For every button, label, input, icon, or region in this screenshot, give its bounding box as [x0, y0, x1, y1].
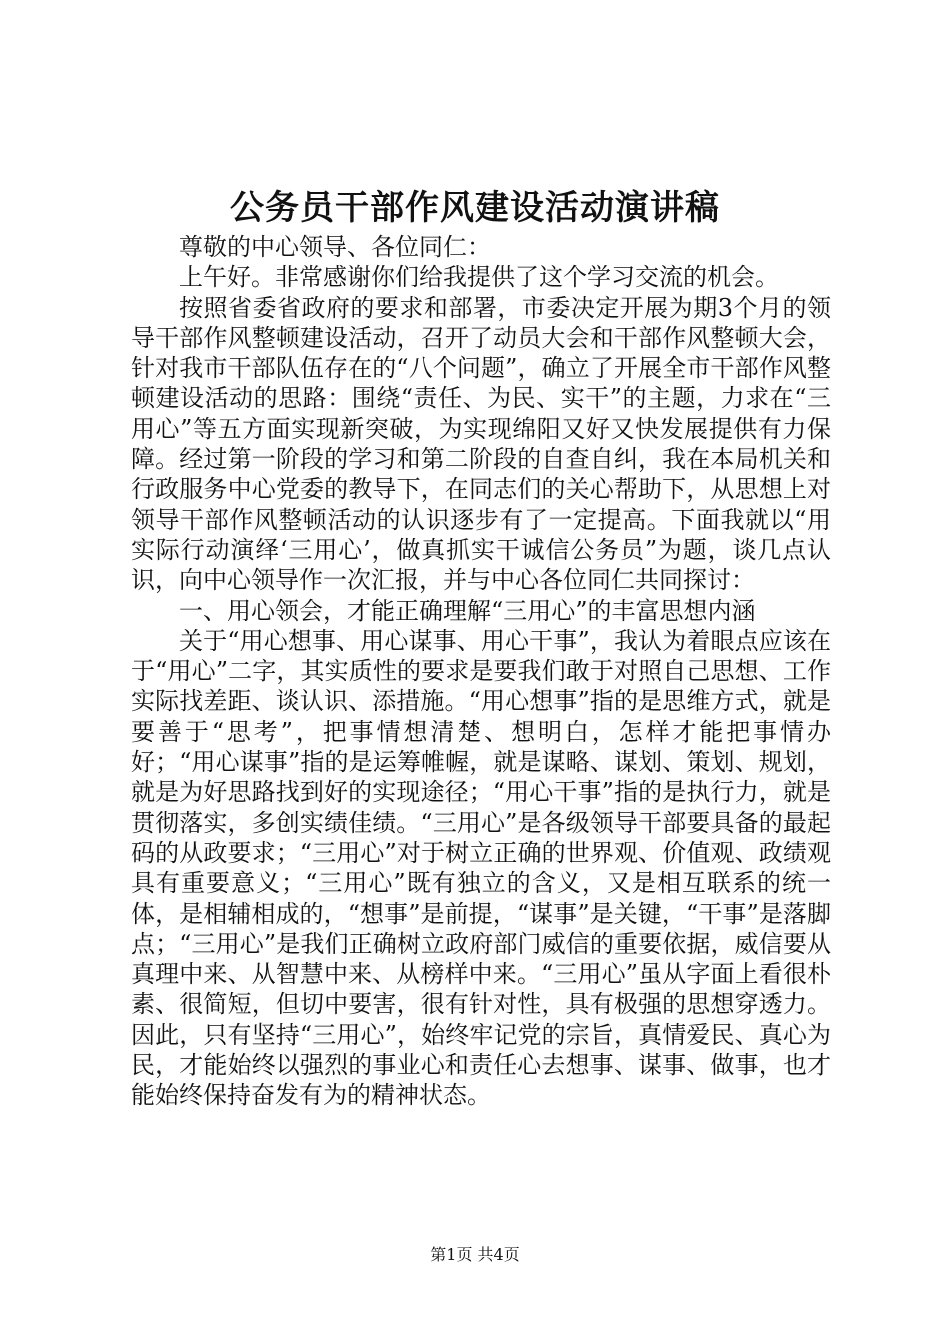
- greeting-paragraph: 上午好。非常感谢你们给我提供了这个学习交流的机会。: [179, 263, 779, 292]
- section-heading: 一、用心领会，才能正确理解“三用心”的丰富思想内涵: [179, 596, 756, 625]
- section-paragraph: 关于“用心想事、用心谋事、用心干事”，我认为着眼点应该在于“用心”二字，其实质性的要求是要我们敢于对照自己思想、工作实际找差距、谈认识、添措施。“用心想事”指的是思维方式，就是要善于“思考”，把事情想清楚、想明白，怎样才能把事情办好；“用心谋事”指的是运筹帷幄，就是谋略、谋划、策划、规划，就是为好思路找到好的实现途径；“用心干事”指的是执行力，就是贯彻落实，多创实绩佳绩。“三用心”是各级领导干部要具备的最起码的从政要求；“三用心”对于树立正确的世界观、价值观、政绩观具有重要意义；“三用心”既有独立的含义，又是相互联系的统一体，是相辅相成的，“想事”是前提，“谋事”是关键，“干事”是落脚点；“三用心”是我们正确树立政府部门威信的重要依据，威信要从真理中来、从智慧中来、从榜样中来。“三用心”虽从字面上看很朴素、很简短，但切中要害，很有针对性，具有极强的思想穿透力。因此，只有坚持“三用心”，始终牢记党的宗旨，真情爱民、真心为民，才能始终以强烈的事业心和责任心去想事、谋事、做事，也才能始终保持奋发有为的精神状态。: [131, 626, 831, 1110]
- document-title: 公务员干部作风建设活动演讲稿: [230, 188, 720, 228]
- salutation-paragraph: 尊敬的中心领导、各位同仁：: [179, 233, 491, 261]
- page-footer: 第1页 共4页: [430, 1245, 520, 1264]
- document-body: [131, 232, 831, 1111]
- intro-paragraph: 按照省委省政府的要求和部署，市委决定开展为期3个月的领导干部作风整顿建设活动，召开了动员大会和干部作风整顿大会，针对我市干部队伍存在的“八个问题”，确立了开展全市干部作风整顿建设活动的思路：围绕“责任、为民、实干”的主题，力求在“三用心”等五方面实现新突破，为实现绵阳又好又快发展提供有力保障。经过第一阶段的学习和第二阶段的自查自纠，我在本局机关和行政服务中心党委的教导下，在同志们的关心帮助下，从思想上对领导干部作风整顿活动的认识逐步有了一定提高。下面我就以“用实际行动演绎‘三用心’，做真抓实干诚信公务员”为题，谈几点认识，向中心领导作一次汇报，并与中心各位同仁共同探讨：: [131, 293, 831, 595]
